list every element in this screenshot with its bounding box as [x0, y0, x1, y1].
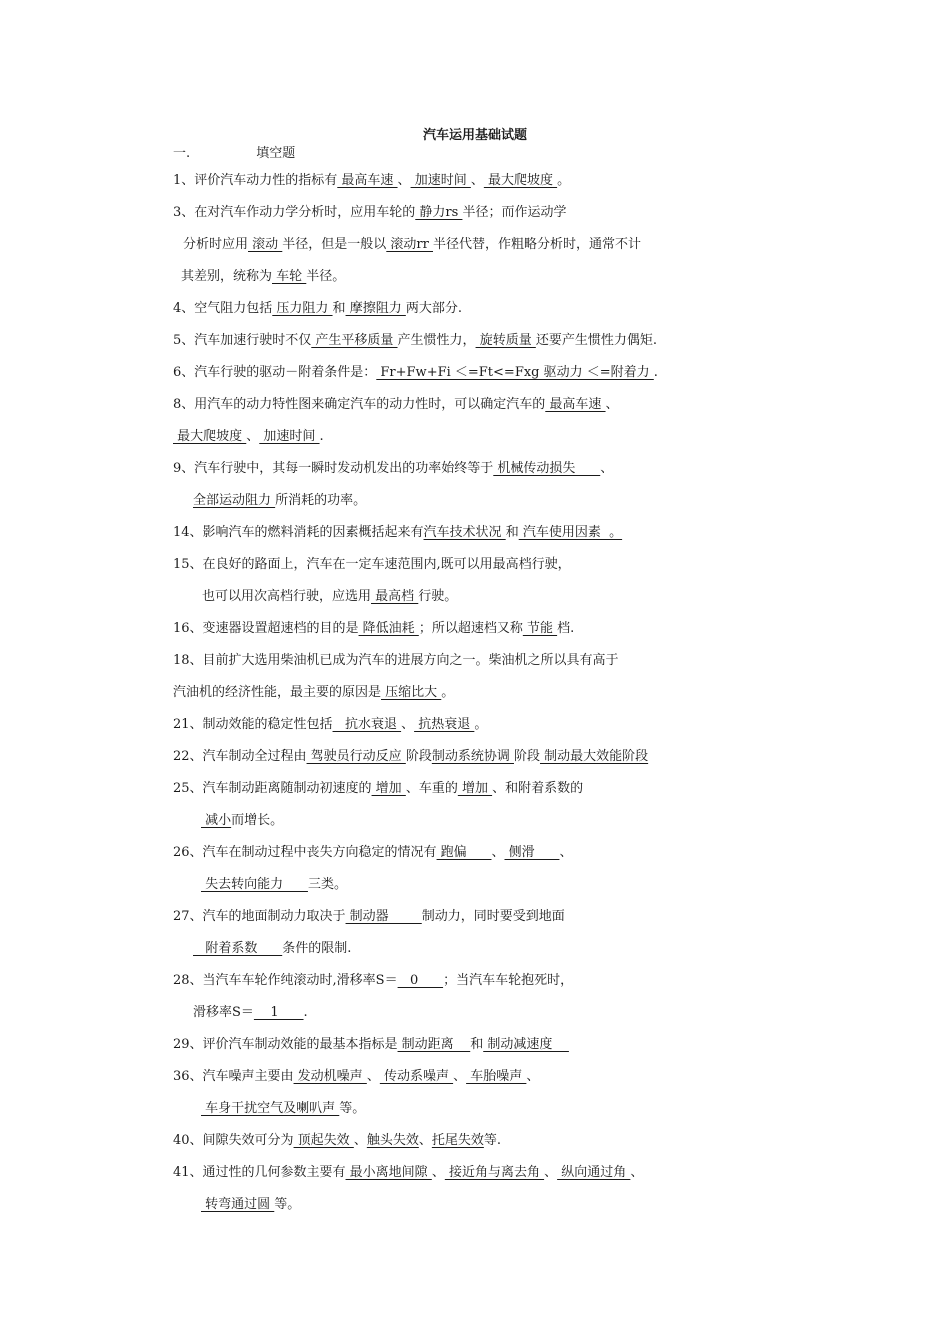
- answer-blank: 加速时间: [259, 429, 320, 444]
- question-text: 、: [600, 461, 614, 476]
- question-text: 。: [557, 173, 571, 188]
- question-text: 和: [505, 525, 519, 540]
- answer-blank: 压缩比大: [381, 685, 442, 700]
- question-line: [173, 844, 572, 862]
- question-line: [173, 1036, 569, 1054]
- answer-blank: 传动系噪声: [379, 1069, 454, 1084]
- question-line: [173, 780, 583, 798]
- question-line: [173, 556, 571, 574]
- answer-blank: 驾驶员行动反应: [306, 749, 406, 764]
- question-text: 和: [332, 301, 346, 316]
- question-text: 、和附着系数的: [492, 781, 584, 796]
- answer-blank: 制动系统协调: [431, 749, 514, 764]
- question-text: 半径；而作运动学: [462, 205, 567, 220]
- question-text: 21、制动效能的稳定性包括: [173, 717, 333, 732]
- answer-blank: 制动最大效能阶段: [539, 749, 649, 764]
- answer-blank: 滚动: [248, 237, 283, 252]
- question-text: 等.: [483, 1133, 502, 1148]
- question-text: 条件的限制.: [282, 941, 352, 956]
- question-text: 22、汽车制动全过程由: [173, 749, 307, 764]
- question-line: [173, 460, 613, 478]
- document-title: 汽车运用基础试题: [422, 128, 527, 143]
- answer-blank: 最高车速: [545, 397, 606, 412]
- answer-blank: 滚动rr: [386, 237, 433, 252]
- question-text: 、: [453, 1069, 467, 1084]
- question-text: 、车重的: [405, 781, 458, 796]
- question-text: 其差别，统称为: [181, 269, 273, 284]
- question-line: [173, 972, 573, 990]
- question-line: [173, 1068, 539, 1086]
- answer-blank: 全部运动阻力: [193, 493, 276, 508]
- answer-blank: 抗水衰退: [332, 717, 402, 732]
- question-text: 。: [441, 685, 455, 700]
- question-text: 27、汽车的地面制动力取决于: [173, 909, 346, 924]
- question-text: 半径代替，作粗略分析时，通常不计: [433, 237, 642, 252]
- question-text: 滑移率S＝: [193, 1005, 254, 1020]
- question-line: [173, 204, 566, 222]
- question-text: 4、空气阻力包括: [173, 301, 273, 316]
- question-text: 3、在对汽车作动力学分析时，应用车轮的: [173, 205, 416, 220]
- question-text: 、: [544, 1165, 558, 1180]
- question-text: 阶段: [513, 749, 540, 764]
- question-line: [193, 492, 366, 510]
- answer-blank: 跑偏: [436, 845, 492, 860]
- answer-blank: 触头失效: [366, 1133, 419, 1148]
- answer-blank: 最大爬坡度: [173, 429, 247, 444]
- answer-blank: 车轮: [272, 269, 307, 284]
- answer-blank: 纵向通过角: [557, 1165, 631, 1180]
- answer-blank: 增加: [457, 781, 493, 796]
- question-line: [201, 812, 283, 830]
- question-text: 三类。: [307, 877, 347, 892]
- answer-blank: 转弯通过圆: [201, 1197, 275, 1212]
- question-text: 、: [470, 173, 484, 188]
- question-text: 等。: [339, 1101, 366, 1116]
- answer-blank: 摩擦阻力: [345, 301, 406, 316]
- answer-blank: 静力rs: [415, 205, 463, 220]
- question-line: [202, 588, 457, 606]
- question-text: 26、汽车在制动过程中丧失方向稳定的情况有: [173, 845, 437, 860]
- question-text: 、: [366, 1069, 380, 1084]
- question-line: [173, 332, 657, 350]
- question-text: 、: [401, 717, 415, 732]
- question-text: 也可以用次高档行驶，应选用: [202, 589, 372, 604]
- question-text: 9、汽车行驶中，其每一瞬时发动机发出的功率始终等于: [173, 461, 494, 476]
- question-text: 所消耗的功率。: [275, 493, 367, 508]
- question-text: 半径，但是一般以: [282, 237, 387, 252]
- question-text: 16、变速器设置超速档的目的是: [173, 621, 359, 636]
- question-text: 行驶。: [418, 589, 458, 604]
- question-text: 半径。: [306, 269, 346, 284]
- question-text: 18、目前扩大选用柴油机已成为汽车的进展方向之一。柴油机之所以具有高于: [173, 653, 619, 668]
- answer-blank: 最高档: [371, 589, 419, 604]
- question-text: 汽油机的经济性能，最主要的原因是: [173, 685, 382, 700]
- question-text: 阶段: [405, 749, 432, 764]
- question-line: [173, 684, 454, 702]
- answer-blank: 车胎噪声: [466, 1069, 527, 1084]
- answer-blank: 侧滑: [504, 845, 560, 860]
- question-text: 1、评价汽车动力性的指标有: [173, 173, 338, 188]
- answer-blank: 节能: [522, 621, 558, 636]
- answer-blank: 减小: [201, 813, 232, 828]
- question-text: 制动力，同时要受到地面: [421, 909, 565, 924]
- question-line: [173, 748, 648, 766]
- question-line: [173, 1132, 501, 1150]
- question-line: [193, 1004, 308, 1022]
- answer-blank: 制动距离: [397, 1037, 471, 1052]
- answer-blank: 旋转质量: [475, 333, 536, 348]
- question-line: [173, 716, 487, 734]
- answer-blank: 降低油耗: [358, 621, 419, 636]
- question-text: 、: [630, 1165, 644, 1180]
- question-line: [173, 524, 622, 542]
- answer-blank: 产生平移质量: [311, 333, 398, 348]
- question-line: [181, 268, 345, 286]
- question-text: 和: [470, 1037, 484, 1052]
- question-text: 、: [559, 845, 573, 860]
- question-line: [201, 1196, 300, 1214]
- question-line: [173, 300, 462, 318]
- question-text: 两大部分.: [405, 301, 462, 316]
- question-text: 而增长。: [231, 813, 284, 828]
- question-text: 8、用汽车的动力特性图来确定汽车的动力性时，可以确定汽车的: [173, 397, 546, 412]
- question-line: [183, 236, 641, 254]
- question-text: 还要产生惯性力偶矩.: [535, 333, 657, 348]
- question-text: 分析时应用: [183, 237, 249, 252]
- question-text: 、: [418, 1133, 432, 1148]
- question-text: 29、评价汽车制动效能的最基本指标是: [173, 1037, 398, 1052]
- question-line: [201, 876, 347, 894]
- question-text: 等。: [274, 1197, 301, 1212]
- question-line: [173, 396, 619, 414]
- question-text: 6、汽车行驶的驱动－附着条件是：: [173, 365, 377, 380]
- question-text: 28、当汽车车轮作纯滚动时,滑移率S＝: [173, 973, 398, 988]
- question-text: 一. 填空题: [173, 146, 296, 161]
- answer-blank: 接近角与离去角: [444, 1165, 545, 1180]
- question-text: ；当汽车车轮抱死时，: [443, 973, 574, 988]
- answer-blank: 顶起失效: [293, 1133, 354, 1148]
- answer-blank: 加速时间: [410, 173, 471, 188]
- question-text: 产生惯性力，: [397, 333, 476, 348]
- question-line: [201, 1100, 365, 1118]
- answer-blank: 最大爬坡度: [483, 173, 558, 188]
- question-text: 41、通过性的几何参数主要有: [173, 1165, 346, 1180]
- question-text: .: [653, 365, 658, 380]
- answer-blank: 汽车使用因素 。: [518, 525, 623, 540]
- question-text: 、: [605, 397, 619, 412]
- question-text: 、: [246, 429, 260, 444]
- answer-blank: 0: [397, 973, 444, 988]
- question-text: 。: [474, 717, 488, 732]
- question-text: 40、间隙失效可分为: [173, 1133, 294, 1148]
- question-line: [173, 364, 658, 382]
- question-line: [173, 908, 565, 926]
- answer-blank: 车身干扰空气及喇叭声: [201, 1101, 340, 1116]
- question-text: 36、汽车噪声主要由: [173, 1069, 294, 1084]
- answer-blank: 汽车技术状况: [423, 525, 506, 540]
- question-line: [173, 652, 619, 670]
- question-text: 档.: [557, 621, 575, 636]
- answer-blank: 1: [253, 1005, 304, 1020]
- question-text: 5、汽车加速行驶时不仅: [173, 333, 312, 348]
- answer-blank: 制动减速度: [483, 1037, 569, 1052]
- answer-blank: 失去转向能力: [201, 877, 308, 892]
- question-text: 15、在良好的路面上，汽车在一定车速范围内,既可以用最高档行驶，: [173, 557, 571, 572]
- question-line: [173, 1164, 643, 1182]
- answer-blank: 发动机噪声: [293, 1069, 367, 1084]
- question-line: [173, 620, 574, 638]
- question-text: 、: [353, 1133, 367, 1148]
- question-line: [173, 428, 324, 446]
- answer-blank: 制动器: [345, 909, 422, 924]
- question-text: .: [303, 1005, 308, 1020]
- answer-blank: 机械传动损失: [493, 461, 601, 476]
- question-text: 、: [491, 845, 505, 860]
- question-text: ；所以超速档又称: [418, 621, 523, 636]
- answer-blank: Fr+Fw+Fi ＜=Ft<=Fxg 驱动力 ＜=附着力: [376, 365, 654, 380]
- question-text: 、: [431, 1165, 445, 1180]
- answer-blank: 压力阻力: [272, 301, 333, 316]
- answer-blank: 增加: [371, 781, 406, 796]
- question-text: .: [319, 429, 324, 444]
- question-text: 、: [526, 1069, 540, 1084]
- answer-blank: 最高车速: [337, 173, 398, 188]
- question-text: 25、汽车制动距离随制动初速度的: [173, 781, 372, 796]
- answer-blank: 附着系数: [193, 941, 283, 956]
- question-text: 、: [397, 173, 411, 188]
- answer-blank: 抗热衰退: [414, 717, 475, 732]
- question-line: [173, 172, 570, 190]
- question-text: 14、影响汽车的燃料消耗的因素概括起来有: [173, 525, 424, 540]
- section-heading: [173, 145, 295, 163]
- question-line: [193, 940, 351, 958]
- answer-blank: 托尾失效: [431, 1133, 484, 1148]
- answer-blank: 最小离地间隙: [345, 1165, 432, 1180]
